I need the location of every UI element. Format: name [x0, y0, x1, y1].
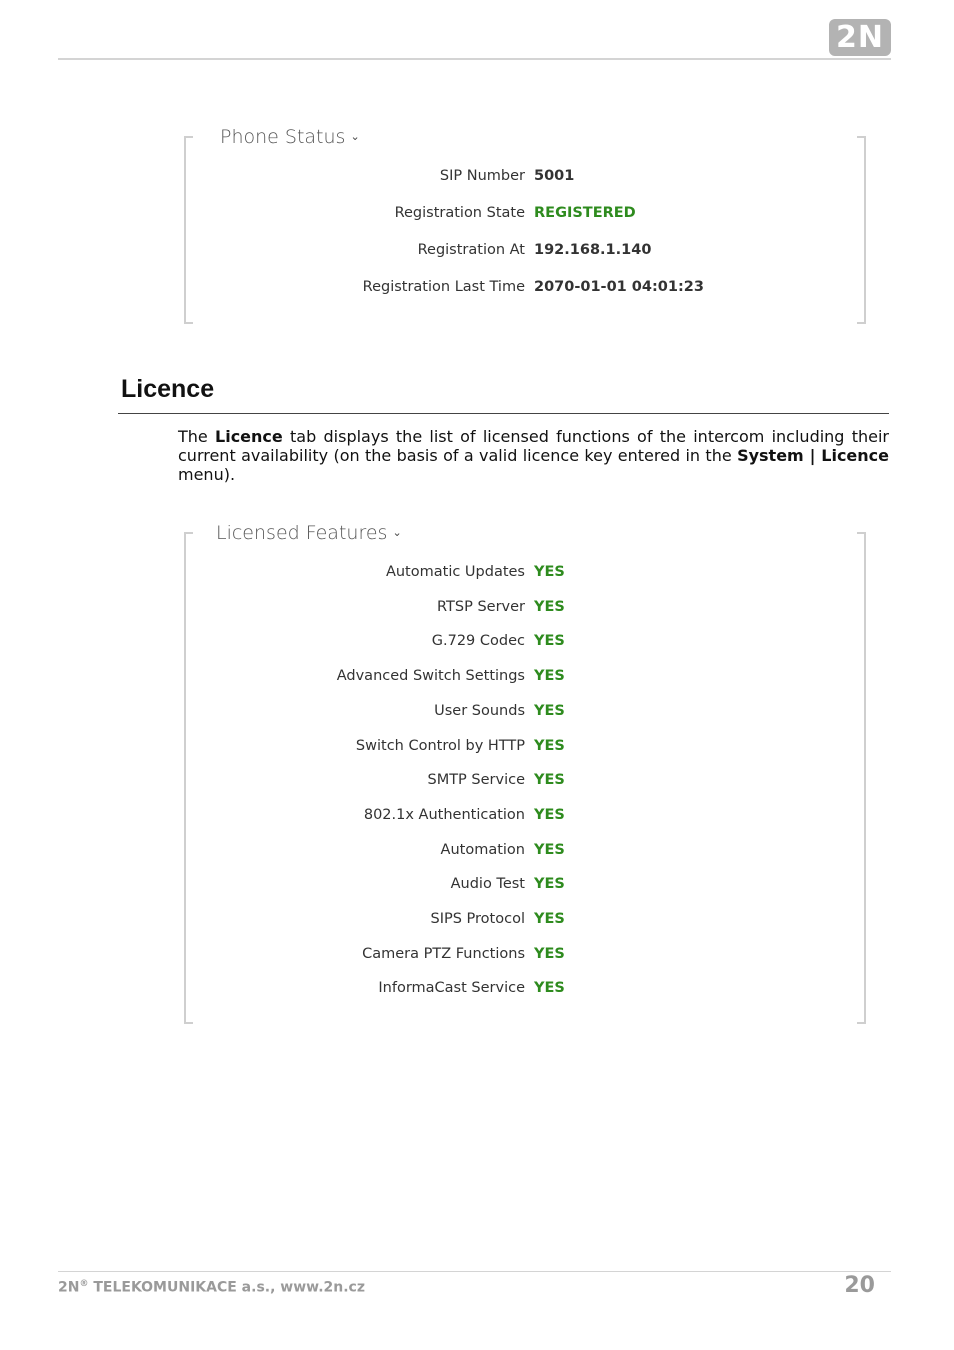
feature-status: YES — [534, 980, 565, 997]
para-text: menu). — [178, 465, 236, 484]
feature-status: YES — [534, 945, 565, 962]
feature-row — [184, 873, 866, 895]
feature-status: YES — [534, 841, 565, 858]
feature-status: YES — [534, 668, 565, 685]
status-value: 5001 — [534, 168, 575, 184]
feature-status: YES — [534, 633, 565, 650]
feature-row — [184, 596, 866, 618]
feature-row — [184, 908, 866, 930]
feature-status: YES — [534, 598, 565, 615]
feature-label: RTSP Server — [437, 598, 525, 615]
status-label: SIP Number — [439, 168, 525, 184]
feature-label: Automation — [440, 841, 525, 858]
status-label: Registration At — [417, 242, 525, 258]
registered-mark: ® — [79, 1279, 89, 1289]
phone-status-panel — [184, 126, 866, 324]
feature-status: YES — [534, 772, 565, 789]
feature-label: SMTP Service — [427, 772, 525, 789]
page-number: 20 — [844, 1273, 875, 1298]
feature-status: YES — [534, 911, 565, 927]
section-heading: Licence — [121, 375, 215, 403]
feature-row — [184, 630, 866, 652]
footer-brand: 2N — [58, 1279, 80, 1296]
licensed-features-toggle[interactable] — [216, 522, 402, 544]
chevron-down-icon: ⌄ — [350, 130, 360, 143]
status-row — [184, 202, 866, 224]
feature-row — [184, 943, 866, 965]
feature-status: YES — [534, 876, 565, 893]
feature-status: YES — [534, 806, 565, 823]
feature-row — [184, 735, 866, 757]
feature-label: User Sounds — [434, 702, 525, 719]
para-text: The — [178, 427, 216, 446]
licensed-features-panel — [184, 522, 866, 1024]
feature-label: SIPS Protocol — [430, 911, 525, 927]
status-value: 192.168.1.140 — [534, 242, 652, 258]
status-label: Registration State — [394, 205, 525, 221]
feature-row — [184, 804, 866, 826]
feature-row — [184, 769, 866, 791]
header-divider — [58, 58, 891, 60]
para-bold: Licence — [215, 427, 283, 446]
feature-label: Camera PTZ Functions — [362, 945, 525, 962]
phone-status-toggle[interactable] — [220, 126, 360, 148]
footer-divider — [58, 1271, 891, 1272]
feature-row — [184, 665, 866, 687]
status-row — [184, 239, 866, 261]
panel-title-label: Licensed Features — [216, 522, 388, 544]
section-divider — [118, 413, 889, 414]
para-bold: System | Licence — [737, 446, 890, 465]
feature-label: 802.1x Authentication — [363, 806, 525, 823]
feature-label: InformaCast Service — [378, 980, 525, 997]
feature-label: Switch Control by HTTP — [355, 737, 525, 754]
feature-status: YES — [534, 564, 565, 580]
status-row — [184, 165, 866, 187]
feature-row — [184, 700, 866, 722]
feature-status: YES — [534, 702, 565, 719]
status-row — [184, 276, 866, 298]
status-value: 2070-01-01 04:01:23 — [534, 279, 704, 295]
feature-label: Advanced Switch Settings — [336, 668, 525, 685]
para-text: tab displays the list of licensed functions of the intercom including their current availability (on the basis of a valid licence key entered in the — [178, 427, 889, 465]
feature-status: YES — [534, 737, 565, 754]
feature-label: G.729 Codec — [431, 633, 525, 650]
company-logo: 2N — [829, 19, 891, 56]
feature-row — [184, 839, 866, 861]
footer-company — [58, 1279, 365, 1296]
registration-state-badge: REGISTERED — [534, 205, 636, 221]
footer-company-text: TELEKOMUNIKACE a.s., www.2n.cz — [88, 1279, 365, 1296]
feature-row — [184, 561, 866, 583]
feature-label: Audio Test — [450, 876, 525, 893]
feature-label: Automatic Updates — [385, 564, 525, 580]
chevron-down-icon: ⌄ — [392, 526, 402, 539]
section-paragraph — [178, 427, 889, 484]
panel-title-label: Phone Status — [220, 126, 346, 148]
status-label: Registration Last Time — [362, 279, 525, 295]
feature-row — [184, 977, 866, 999]
